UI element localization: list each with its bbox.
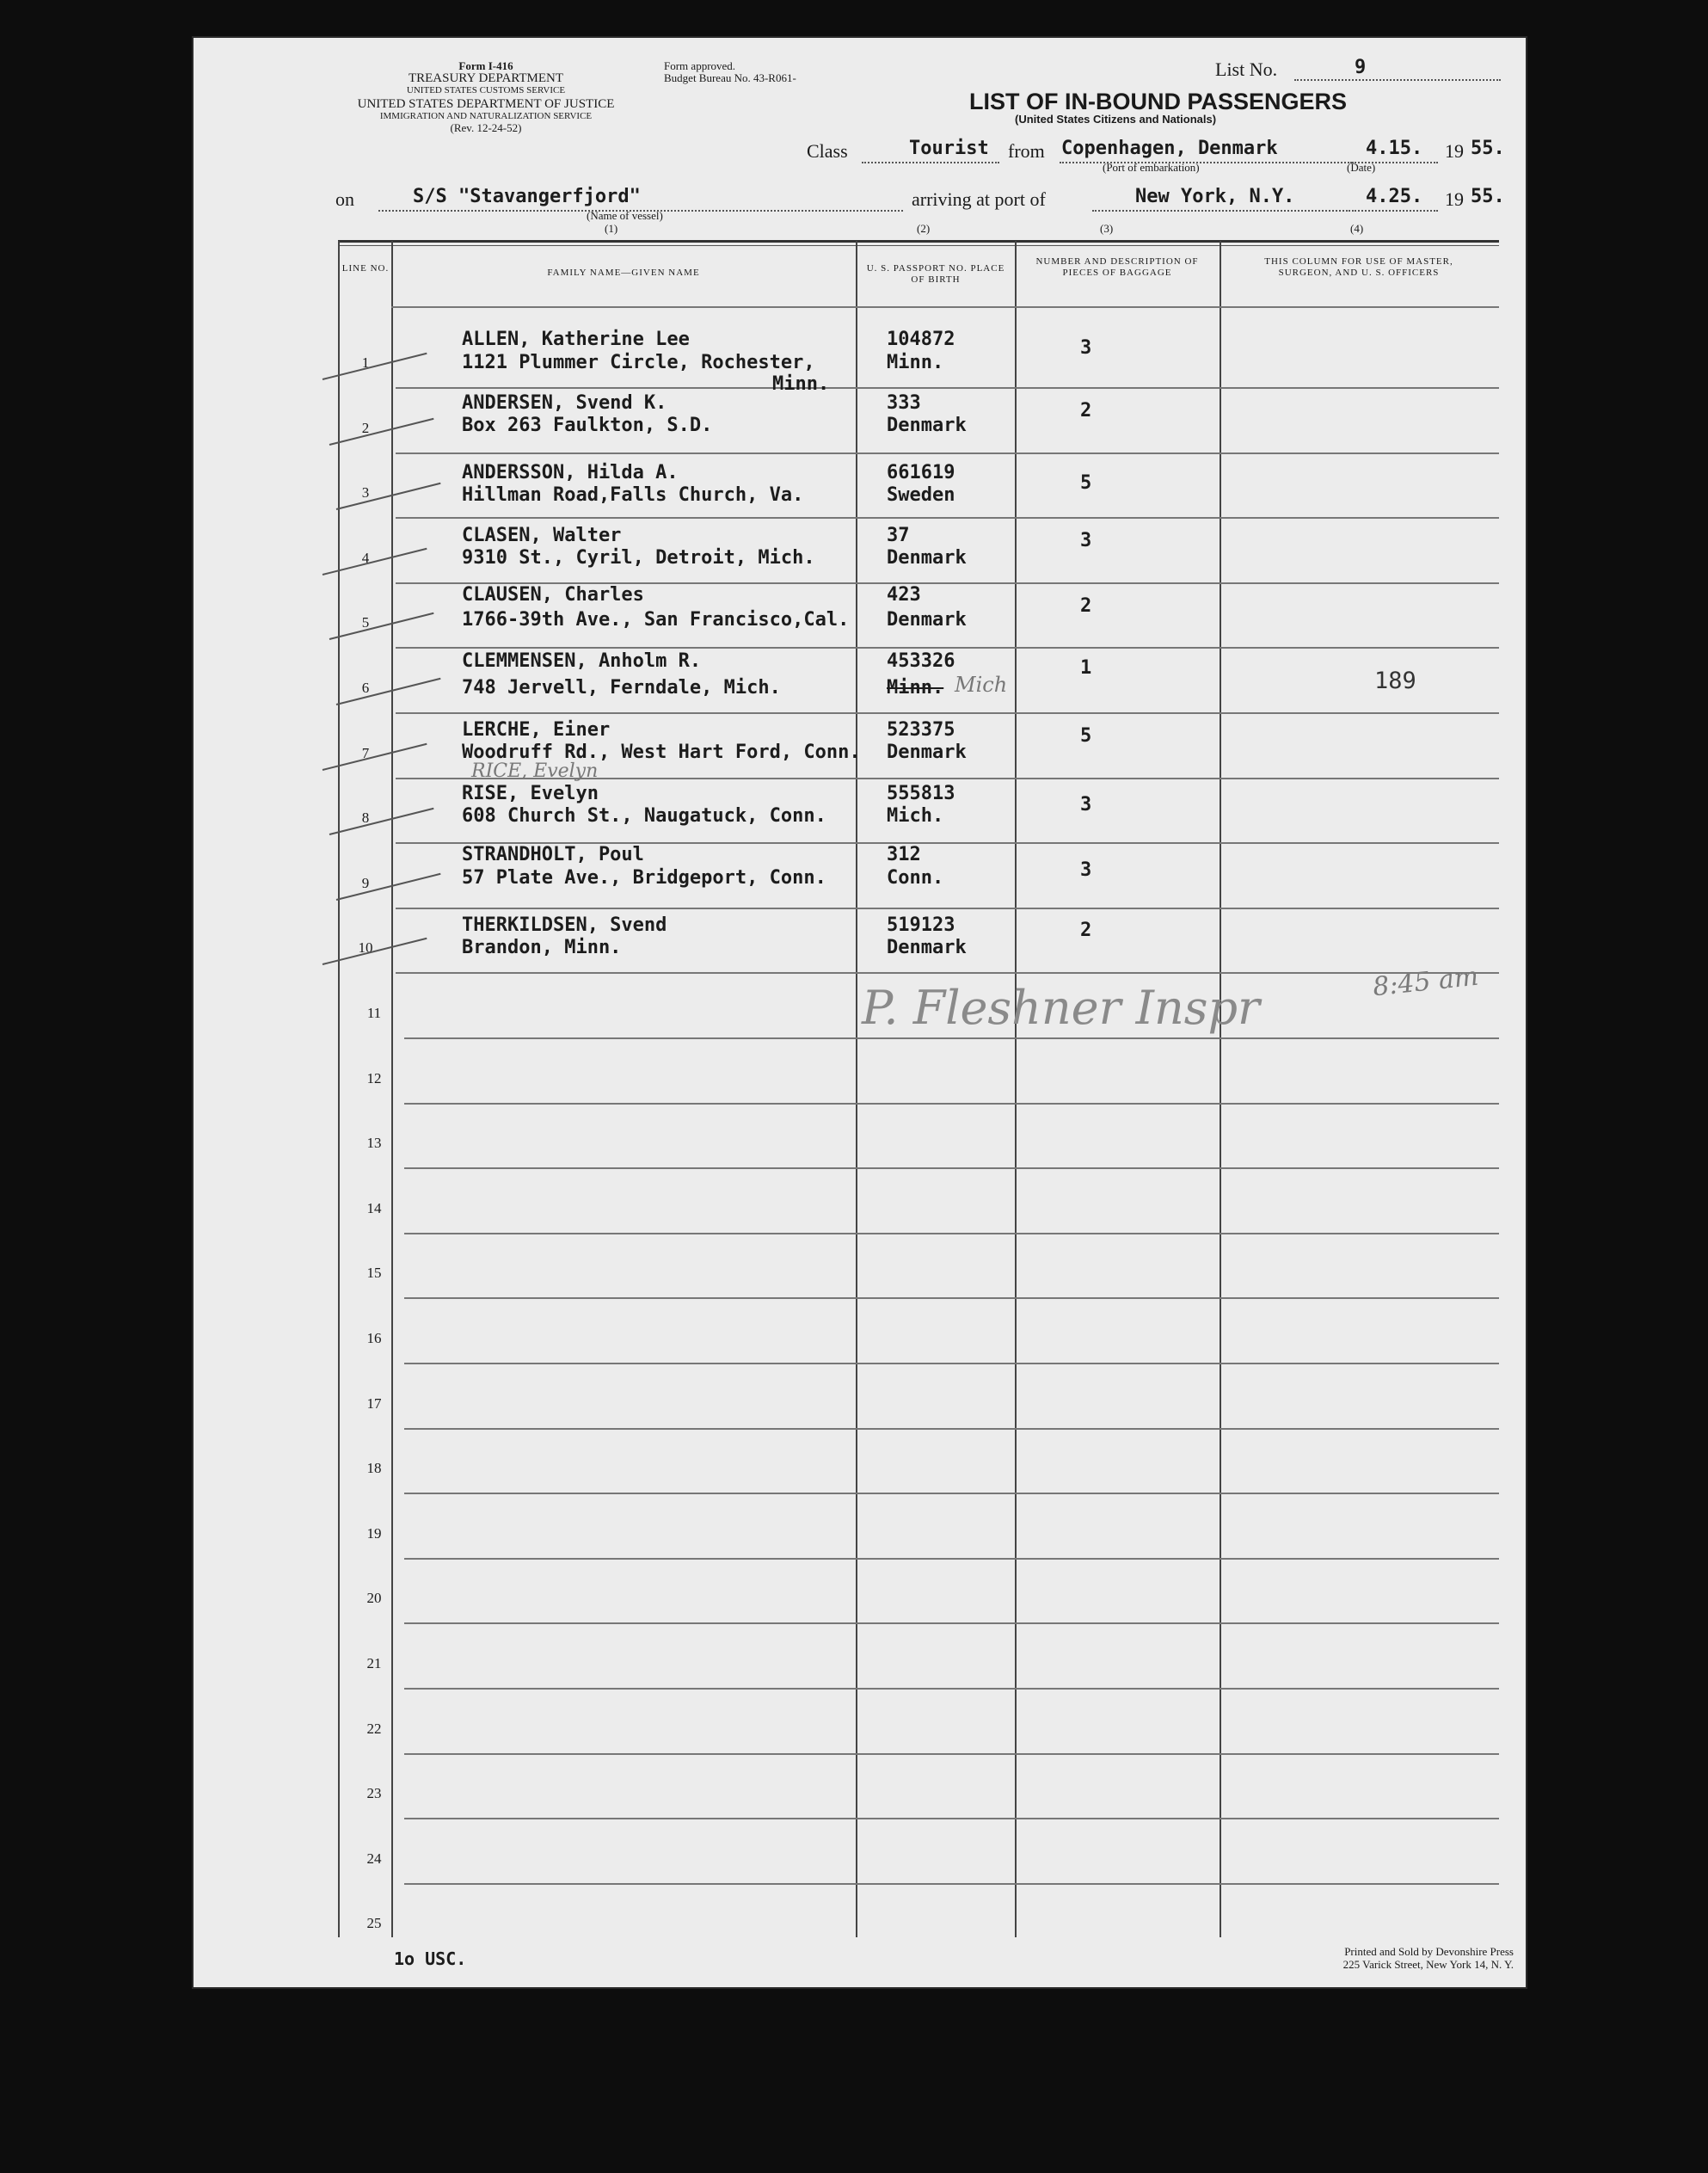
line-number: 20 xyxy=(366,1590,382,1606)
passenger-name: RISE, Evelyn xyxy=(462,783,599,804)
form-title: LIST OF IN-BOUND PASSENGERS xyxy=(969,89,1348,114)
depart-date: 4.15. xyxy=(1366,138,1423,159)
row-separator xyxy=(396,387,1499,389)
depart-year: 55. xyxy=(1471,138,1505,159)
baggage-count: 5 xyxy=(1080,725,1092,747)
row-separator xyxy=(404,1818,1499,1819)
row-separator xyxy=(396,712,1499,714)
passport-number: 661619 xyxy=(887,462,955,483)
passenger-address: Hillman Road,Falls Church, Va. xyxy=(462,484,804,506)
depart-year-prefix: 19 xyxy=(1445,140,1464,162)
passport-number: 555813 xyxy=(887,783,955,804)
printer-line1: Printed and Sold by Devonshire Press xyxy=(1344,1945,1514,1958)
col-divider-name xyxy=(856,241,857,1937)
col-header-baggage: NUMBER AND DESCRIPTION OF PIECES OF BAGGAGE xyxy=(1035,256,1199,278)
passport-number: 423 xyxy=(887,584,921,606)
passenger-address: Woodruff Rd., West Hart Ford, Conn. xyxy=(462,742,861,763)
colnum-2: (2) xyxy=(917,222,931,235)
officer-note: 189 xyxy=(1374,668,1416,694)
baggage-count: 1 xyxy=(1080,657,1092,679)
passenger-name: CLASEN, Walter xyxy=(462,525,622,546)
approval-line2: Budget Bureau No. 43-R061- xyxy=(664,71,796,84)
birth-place: Denmark xyxy=(887,742,967,763)
line-number: 2 xyxy=(361,420,370,436)
baggage-count: 3 xyxy=(1080,794,1092,816)
passenger-name: LERCHE, Einer xyxy=(462,719,611,741)
line-number: 4 xyxy=(361,550,370,566)
class-line xyxy=(862,162,999,163)
birth-place: Denmark xyxy=(887,937,967,958)
from-label: from xyxy=(1008,140,1045,162)
approval-block xyxy=(664,60,796,84)
col-divider-passport xyxy=(1015,241,1017,1937)
arriving-label: arriving at port of xyxy=(912,188,1046,210)
baggage-count: 3 xyxy=(1080,859,1092,881)
class-value: Tourist xyxy=(909,138,989,159)
colnum-4: (4) xyxy=(1350,222,1364,235)
line-number: 1 xyxy=(361,354,370,371)
vessel-caption: (Name of vessel) xyxy=(587,209,663,222)
ins-service: IMMIGRATION AND NATURALIZATION SERVICE xyxy=(379,111,593,121)
line-number: 7 xyxy=(361,745,370,761)
col-header-name: FAMILY NAME—GIVEN NAME xyxy=(547,268,700,278)
inspector-signature: P. Fleshner Inspr xyxy=(862,981,1260,1035)
arrival-port-line xyxy=(1092,210,1350,212)
row-separator xyxy=(404,1037,1499,1039)
agency-block xyxy=(327,60,645,134)
row-separator xyxy=(396,972,1499,974)
row-separator xyxy=(404,1622,1499,1624)
port-embarkation: Copenhagen, Denmark xyxy=(1061,138,1278,159)
passport-number: 104872 xyxy=(887,329,955,350)
table-left-border xyxy=(338,241,340,1937)
colnum-3: (3) xyxy=(1100,222,1114,235)
passenger-address: Box 263 Faulkton, S.D. xyxy=(462,415,713,436)
passport-number: 453326 xyxy=(887,650,955,672)
row-separator xyxy=(404,1493,1499,1494)
line-number: 10 xyxy=(358,939,373,956)
passenger-address: Brandon, Minn. xyxy=(462,937,622,958)
passenger-name: ANDERSSON, Hilda A. xyxy=(462,462,679,483)
list-no-value: 9 xyxy=(1355,57,1367,78)
line-number: 23 xyxy=(366,1785,382,1801)
line-number: 12 xyxy=(366,1070,382,1086)
row-separator xyxy=(404,1428,1499,1430)
passenger-address: 9310 St., Cyril, Detroit, Mich. xyxy=(462,547,815,569)
justice-dept: UNITED STATES DEPARTMENT OF JUSTICE xyxy=(357,97,615,111)
line-number: 17 xyxy=(366,1395,382,1412)
line-number: 16 xyxy=(366,1330,382,1346)
birth-place: Denmark xyxy=(887,609,967,631)
arrival-year: 55. xyxy=(1471,186,1505,207)
row-separator xyxy=(404,1103,1499,1105)
birth-place: Sweden xyxy=(887,484,955,506)
vessel-name: S/S "Stavangerfjord" xyxy=(413,186,641,207)
line-number: 11 xyxy=(366,1005,382,1021)
name-correction-handwritten: RICE, Evelyn xyxy=(471,760,599,782)
line-number: 21 xyxy=(366,1655,382,1671)
line-number: 24 xyxy=(366,1850,382,1867)
passenger-address: 1121 Plummer Circle, Rochester, xyxy=(462,352,815,373)
colnum-1: (1) xyxy=(605,222,618,235)
col-divider-baggage xyxy=(1220,241,1221,1937)
line-number: 25 xyxy=(366,1915,382,1931)
arrival-date: 4.25. xyxy=(1366,186,1423,207)
passenger-name: CLEMMENSEN, Anholm R. xyxy=(462,650,702,672)
port-embarkation-caption: (Port of embarkation) xyxy=(1103,161,1200,174)
passenger-address: 1766-39th Ave., San Francisco,Cal. xyxy=(462,609,850,631)
line-number: 8 xyxy=(361,809,370,826)
col-header-officers: THIS COLUMN FOR USE OF MASTER, SURGEON, AND U. S. OFFICERS xyxy=(1264,256,1453,278)
row-separator xyxy=(404,1167,1499,1169)
row-separator xyxy=(396,452,1499,454)
revision: (Rev. 12-24-52) xyxy=(450,121,522,134)
arrival-date-line xyxy=(1352,210,1438,212)
passenger-address: 748 Jervell, Ferndale, Mich. xyxy=(462,677,781,699)
passport-number: 37 xyxy=(887,525,910,546)
customs-service: UNITED STATES CUSTOMS SERVICE xyxy=(406,85,566,95)
table-top-border2 xyxy=(338,245,1499,246)
line-number: 14 xyxy=(366,1200,382,1216)
class-label: Class xyxy=(807,140,848,162)
list-no-label: List No. xyxy=(1215,58,1278,80)
row-separator xyxy=(404,1883,1499,1885)
col-header-passport: U. S. PASSPORT NO. PLACE OF BIRTH xyxy=(866,263,1005,285)
printer-info xyxy=(1256,1945,1514,1971)
row-separator xyxy=(396,908,1499,909)
line-number: 6 xyxy=(361,680,370,696)
passport-number: 519123 xyxy=(887,914,955,936)
baggage-count: 5 xyxy=(1080,472,1092,494)
passenger-name: ALLEN, Katherine Lee xyxy=(462,329,690,350)
row-separator xyxy=(396,647,1499,649)
passenger-name: THERKILDSEN, Svend xyxy=(462,914,667,936)
approval-line1: Form approved. xyxy=(664,59,736,72)
birth-place: Minn. xyxy=(887,677,944,699)
line-number: 13 xyxy=(366,1135,382,1151)
header-bottom-border xyxy=(391,306,1499,308)
line-number: 3 xyxy=(361,484,370,501)
printer-line2: 225 Varick Street, New York 14, N. Y. xyxy=(1342,1958,1514,1971)
row-separator xyxy=(404,1297,1499,1299)
row-separator xyxy=(396,517,1499,519)
inspection-time: 8:45 am xyxy=(1371,961,1480,1003)
birth-correction-handwritten: Mich xyxy=(955,673,1008,697)
line-number: 19 xyxy=(366,1525,382,1542)
passport-number: 333 xyxy=(887,392,921,414)
baggage-count: 2 xyxy=(1080,920,1092,941)
passenger-name: STRANDHOLT, Poul xyxy=(462,844,644,865)
birth-place: Minn. xyxy=(887,352,944,373)
birth-place: Conn. xyxy=(887,867,944,889)
passenger-name: CLAUSEN, Charles xyxy=(462,584,644,606)
passenger-address: 608 Church St., Naugatuck, Conn. xyxy=(462,805,826,827)
line-number: 15 xyxy=(366,1265,382,1281)
on-label: on xyxy=(335,188,354,210)
passport-number: 312 xyxy=(887,844,921,865)
baggage-count: 2 xyxy=(1080,595,1092,617)
row-separator xyxy=(404,1688,1499,1690)
table-top-border xyxy=(338,240,1499,243)
birth-place: Denmark xyxy=(887,415,967,436)
list-no-line xyxy=(1294,79,1501,81)
row-separator xyxy=(404,1753,1499,1755)
form-id: Form I-416 xyxy=(458,59,513,72)
line-number: 5 xyxy=(361,614,370,631)
arrival-port: New York, N.Y. xyxy=(1135,186,1295,207)
row-separator xyxy=(404,1558,1499,1560)
baggage-count: 3 xyxy=(1080,530,1092,551)
form-subtitle: (United States Citizens and Nationals) xyxy=(1015,113,1217,126)
arrival-year-prefix: 19 xyxy=(1445,188,1464,210)
footer-code: 1o USC. xyxy=(394,1948,467,1969)
date-caption: (Date) xyxy=(1347,161,1376,174)
passenger-name: ANDERSEN, Svend K. xyxy=(462,392,667,414)
line-number: 18 xyxy=(366,1460,382,1476)
col-header-line: LINE NO. xyxy=(341,263,390,274)
line-number: 22 xyxy=(366,1721,382,1737)
line-number: 9 xyxy=(361,875,370,891)
birth-place: Mich. xyxy=(887,805,944,827)
baggage-count: 2 xyxy=(1080,400,1092,422)
birth-place: Denmark xyxy=(887,547,967,569)
row-separator xyxy=(404,1233,1499,1234)
baggage-count: 3 xyxy=(1080,337,1092,359)
passenger-address: 57 Plate Ave., Bridgeport, Conn. xyxy=(462,867,826,889)
passport-number: 523375 xyxy=(887,719,955,741)
row-separator xyxy=(404,1363,1499,1364)
passenger-address-cont: Minn. xyxy=(772,373,830,395)
treasury-dept: TREASURY DEPARTMENT xyxy=(408,71,564,85)
